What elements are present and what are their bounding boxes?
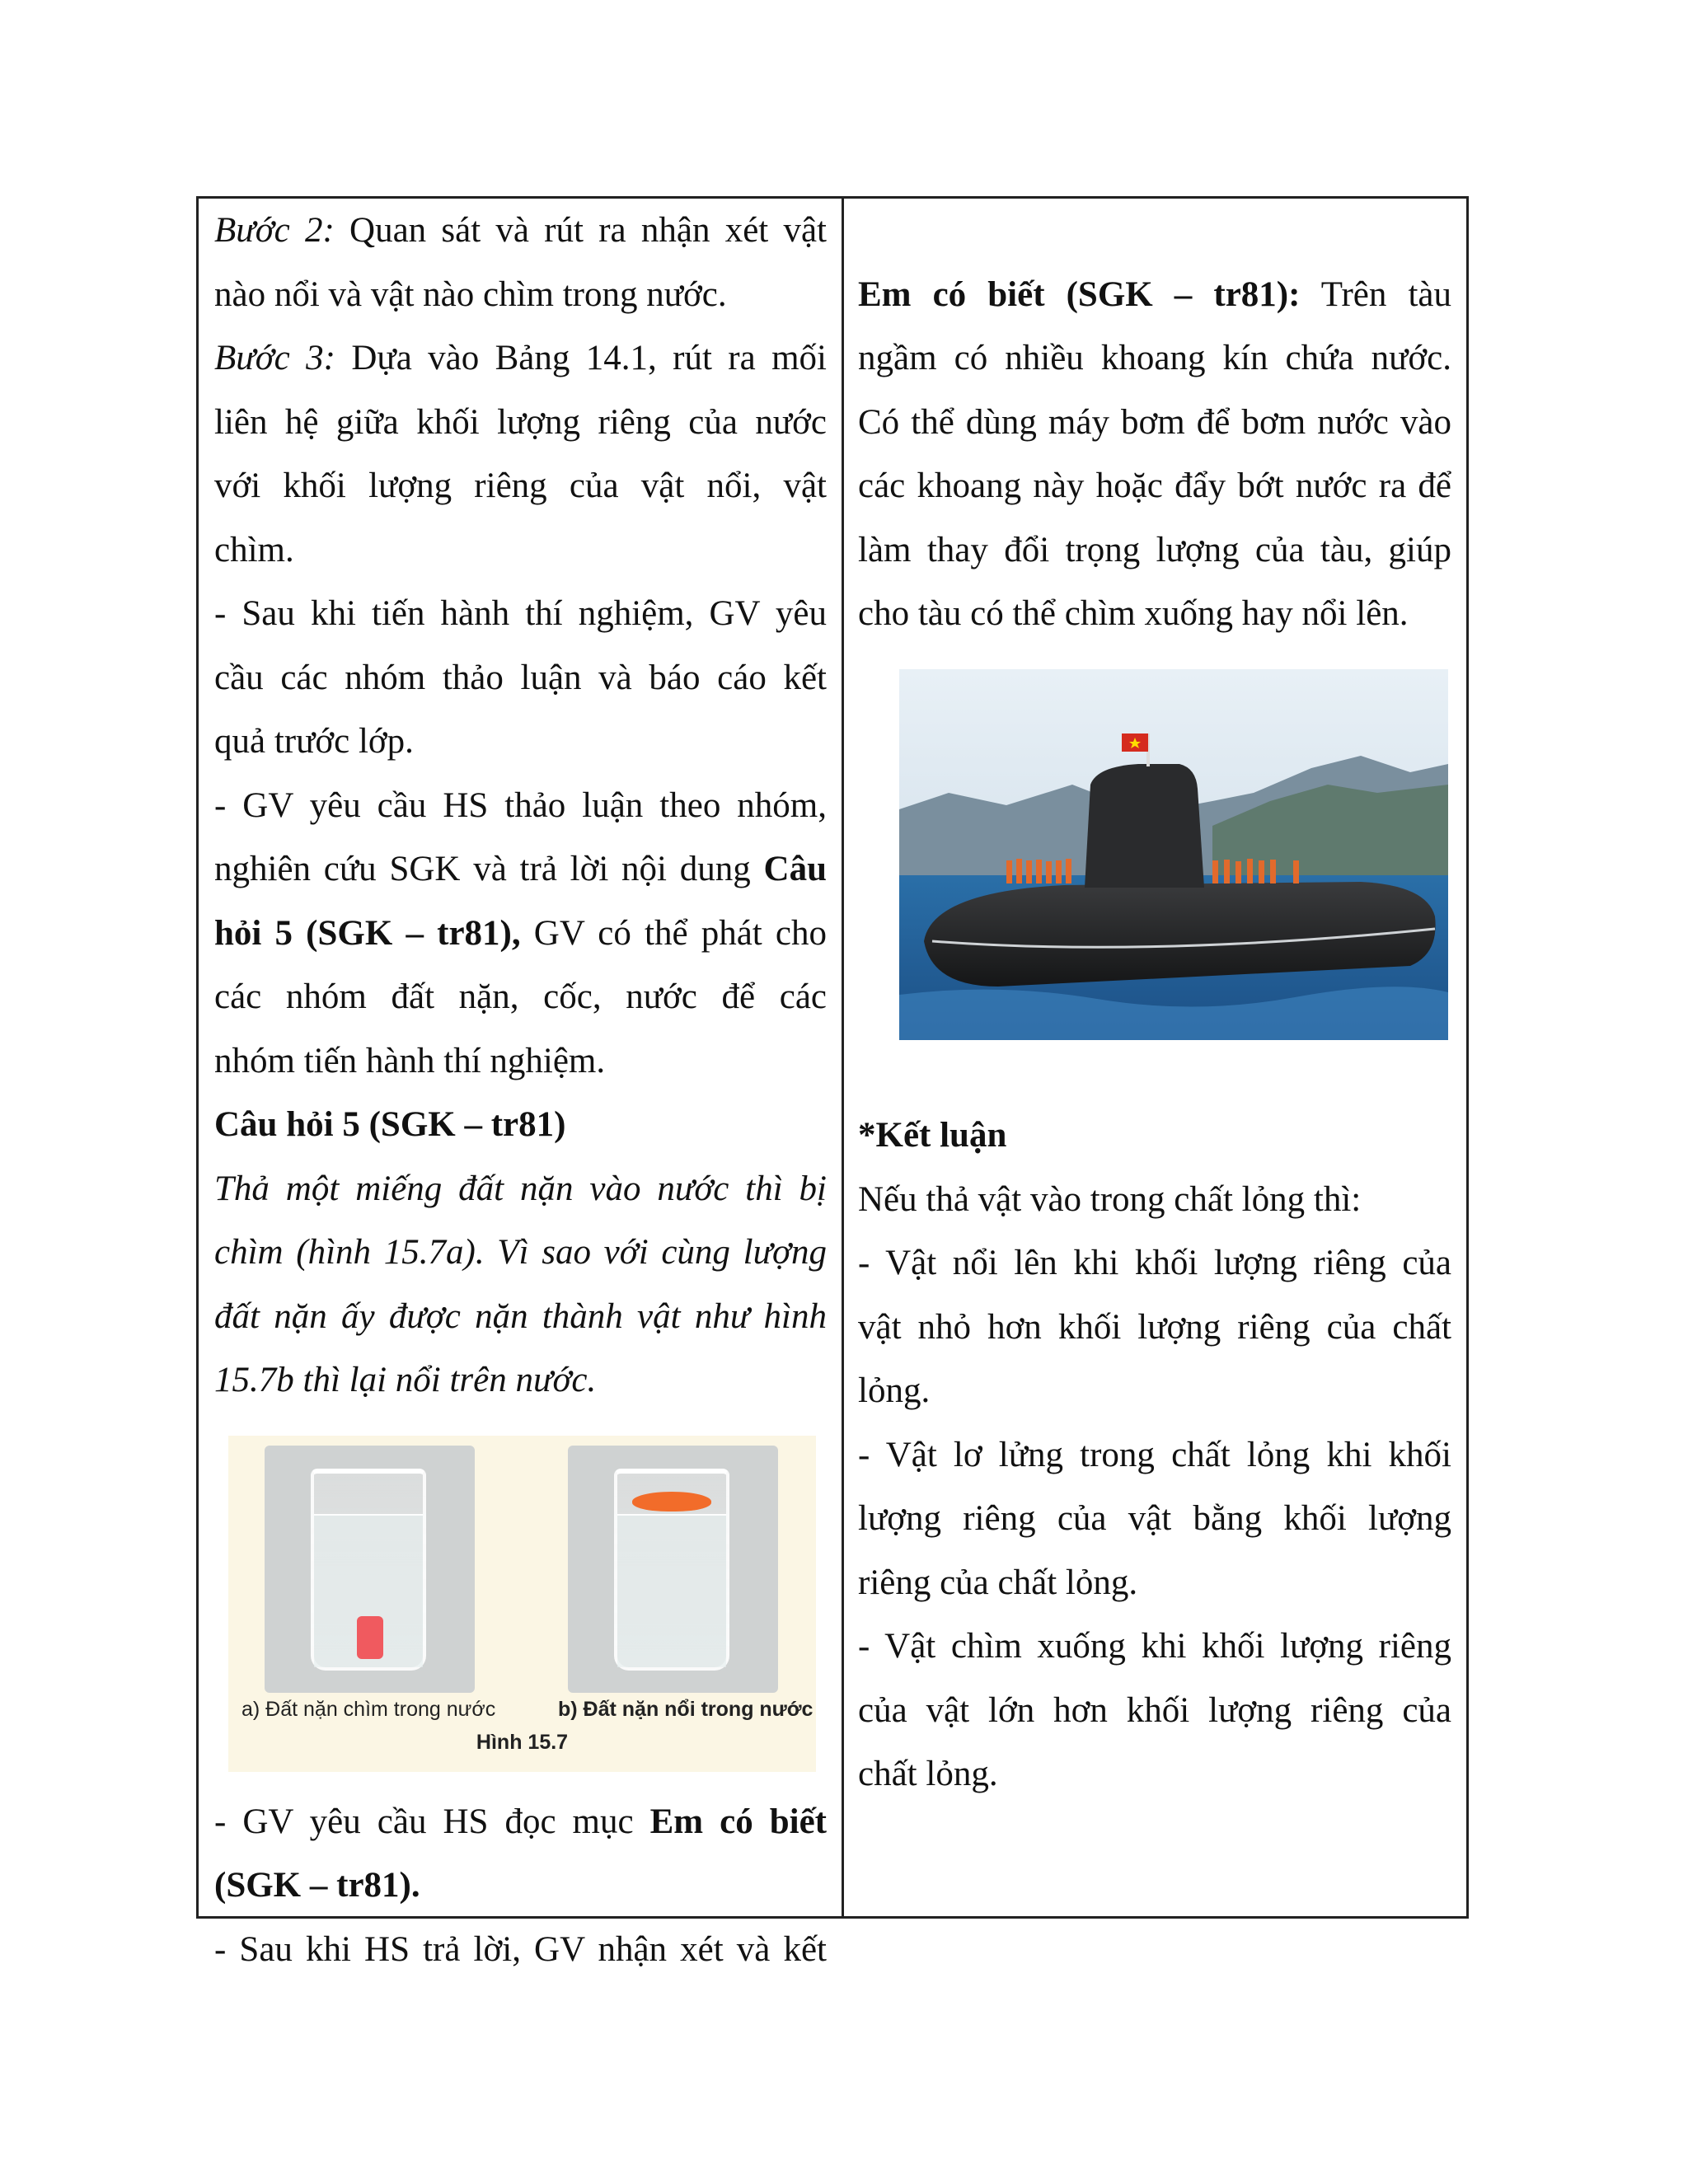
text-line: nào nổi và vật nào chìm trong nước. bbox=[214, 274, 727, 314]
beaker-icon bbox=[614, 1469, 729, 1671]
text-line: cầu các nhóm thảo luận và báo cáo kết bbox=[214, 658, 827, 697]
text-span: nghiên cứu SGK và trả lời nội dung bbox=[214, 850, 764, 888]
text-line: Có thể dùng máy bơm để bơm nước vào bbox=[858, 402, 1451, 442]
beaker-photo-floating bbox=[568, 1446, 778, 1693]
figure-caption-b: b) Đất nặn nổi trong nước bbox=[558, 1697, 814, 1721]
text-span: Quan sát và rút ra nhận xét vật bbox=[334, 211, 827, 250]
bold-span: Em có biết bbox=[649, 1802, 827, 1841]
text-span: - GV yêu cầu HS đọc mục bbox=[214, 1802, 650, 1841]
text-line: vật nhỏ hơn khối lượng riêng của chất bbox=[858, 1307, 1451, 1347]
text-line: riêng của chất lỏng. bbox=[858, 1563, 1138, 1602]
text-line: cho tàu có thể chìm xuống hay nổi lên. bbox=[858, 594, 1409, 633]
text-line: quả trước lớp. bbox=[214, 722, 414, 761]
text-line: các khoang này hoặc đẩy bớt nước ra để bbox=[858, 466, 1451, 505]
water-fill bbox=[617, 1514, 726, 1666]
beaker-icon bbox=[311, 1469, 426, 1671]
text-span: Trên tàu bbox=[1300, 274, 1451, 314]
text-line bbox=[214, 199, 827, 263]
bold-span: Câu bbox=[763, 850, 827, 888]
figure-15-7 bbox=[228, 1436, 816, 1772]
text-line: - Vật lơ lửng trong chất lỏng khi khối bbox=[858, 1435, 1451, 1474]
text-line: các nhóm đất nặn, cốc, nước để các bbox=[214, 977, 827, 1016]
text-line: ngầm có nhiều khoang kín chứa nước. bbox=[858, 339, 1451, 377]
bold-span: Em có biết (SGK – tr81): bbox=[858, 274, 1301, 314]
text-line: liên hệ giữa khối lượng riêng của nước bbox=[214, 402, 827, 442]
clay-lump bbox=[357, 1616, 383, 1659]
text-line bbox=[214, 902, 827, 966]
text-line bbox=[214, 1790, 827, 1854]
text-line: (SGK – tr81). bbox=[214, 1866, 420, 1905]
text-line: - GV yêu cầu HS thảo luận theo nhóm, bbox=[214, 785, 827, 825]
text-line: Thả một miếng đất nặn vào nước thì bị bbox=[214, 1169, 827, 1208]
submarine-sail bbox=[1085, 764, 1204, 888]
step-label: Bước 3: bbox=[214, 339, 335, 377]
left-column bbox=[199, 199, 844, 1969]
bold-span: hỏi 5 (SGK – tr81), bbox=[214, 913, 521, 953]
text-line: chìm (hình 15.7a). Vì sao với cùng lượng bbox=[214, 1233, 827, 1272]
conclusion-heading: *Kết luận bbox=[858, 1116, 1007, 1155]
step-label: Bước 2: bbox=[214, 211, 335, 250]
text-line: đất nặn ấy được nặn thành vật như hình bbox=[214, 1296, 827, 1336]
text-line: chìm. bbox=[214, 530, 294, 569]
text-line bbox=[214, 837, 827, 902]
question-heading: Câu hỏi 5 (SGK – tr81) bbox=[214, 1105, 566, 1144]
clay-boat bbox=[632, 1492, 711, 1511]
text-line: của vật lớn hơn khối lượng riêng của bbox=[858, 1690, 1451, 1730]
text-line: với khối lượng riêng của vật nổi, vật bbox=[214, 466, 827, 505]
text-line: lượng riêng của vật bằng khối lượng bbox=[858, 1499, 1451, 1538]
text-span: GV có thể phát cho bbox=[520, 913, 827, 953]
figure-caption-a: a) Đất nặn chìm trong nước bbox=[241, 1697, 496, 1721]
text-line: - Sau khi tiến hành thí nghiệm, GV yêu bbox=[214, 594, 827, 633]
text-line: - Vật chìm xuống khi khối lượng riêng bbox=[858, 1627, 1451, 1666]
text-line: chất lỏng. bbox=[858, 1755, 998, 1793]
text-line: nhóm tiến hành thí nghiệm. bbox=[214, 1041, 606, 1080]
lesson-table bbox=[196, 196, 1469, 1969]
text-line: Nếu thả vật vào trong chất lỏng thì: bbox=[858, 1179, 1362, 1219]
submarine-photo bbox=[899, 669, 1448, 1040]
text-line: - Vật nổi lên khi khối lượng riêng của bbox=[858, 1244, 1451, 1282]
right-column bbox=[844, 199, 1466, 1916]
text-line bbox=[858, 263, 1451, 327]
beaker-photo-sinking bbox=[265, 1446, 475, 1693]
text-line: - Sau khi HS trả lời, GV nhận xét và kết bbox=[214, 1929, 827, 1969]
text-line: lỏng. bbox=[858, 1371, 931, 1410]
text-line: làm thay đổi trọng lượng của tàu, giúp bbox=[858, 530, 1451, 569]
text-line bbox=[214, 326, 827, 391]
text-span: Dựa vào Bảng 14.1, rút ra mối bbox=[335, 339, 827, 377]
text-line: 15.7b thì lại nổi trên nước. bbox=[214, 1361, 597, 1399]
figure-title: Hình 15.7 bbox=[476, 1730, 569, 1754]
